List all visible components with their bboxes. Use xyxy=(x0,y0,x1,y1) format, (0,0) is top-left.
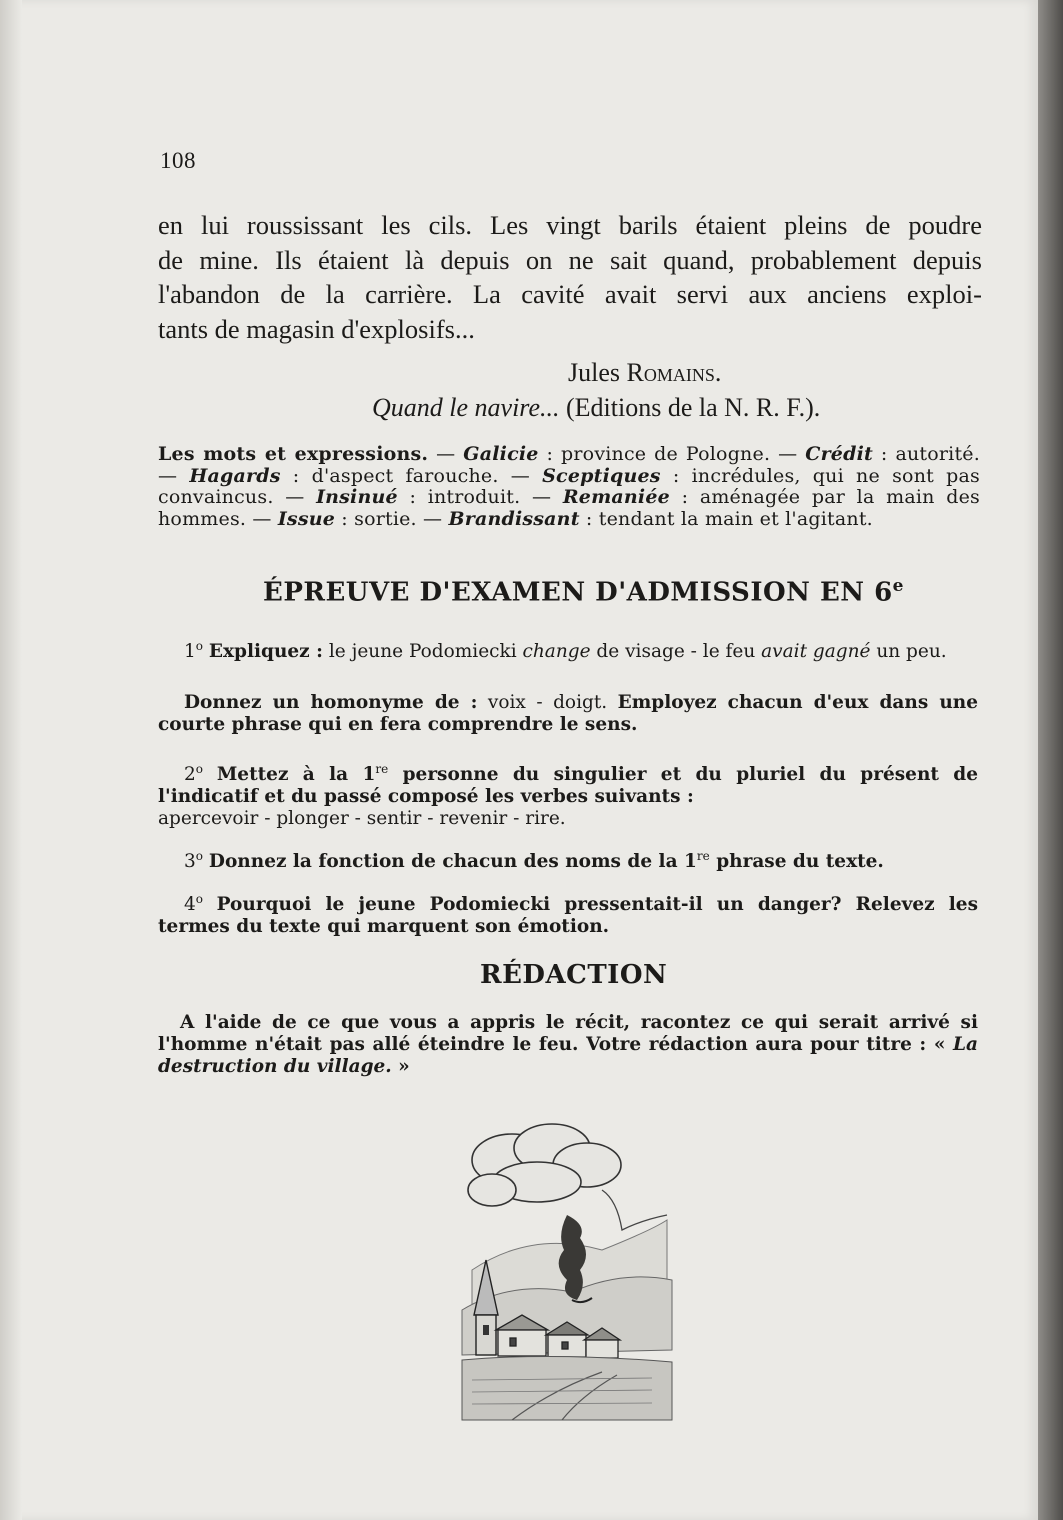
question-4: 4$^o$ Pourquoi le jeune Podomiecki pressentait-il un danger? Relevez les termes du texte qui marquent son émotion. xyxy=(158,892,978,938)
narrative-text xyxy=(158,208,982,346)
question-3: 3$^o$ Donnez la fonction de chacun des noms de la 1re phrase du texte. xyxy=(184,849,884,873)
village-smoke-illustration-icon xyxy=(452,1120,682,1432)
question-1-homonym: Donnez un homonyme de : voix - doigt. Employez chacun d'eux dans une courte phrase qui en fera comprendre le sens. xyxy=(158,692,978,735)
publisher: (Editions de la N. R. F.). xyxy=(559,393,821,422)
attribution-author: Jules Romains. xyxy=(568,358,722,387)
narrative-line: de mine. Ils étaient là depuis on ne sait quand, probablement depuis xyxy=(158,244,982,275)
narrative-line: en lui roussissant les cils. Les vingt barils étaient pleins de poudre xyxy=(158,210,982,240)
verb-list: apercevoir - plonger - sentir - revenir - rire. xyxy=(158,808,566,830)
author-last-name: Romains xyxy=(626,358,715,387)
page-edge xyxy=(1038,0,1063,1520)
redaction-prompt: A l'aide de ce que vous a appris le récit, racontez ce qui serait arrivé si l'homme n'était pas allé éteindre le feu. Votre rédaction aura pour titre : « La destruction du village. » xyxy=(158,1012,978,1077)
question-2: 2$^o$ Mettez à la 1re personne du singulier et du pluriel du présent de l'indicatif et du passé composé les verbes suivants : apercevoir - plonger - sentir - revenir - rire. xyxy=(158,762,979,830)
work-title: Quand le navire... xyxy=(372,393,560,422)
glossary: Les mots et expressions. — Galicie : province de Pologne. — Crédit : autorité. — Hagards : d'aspect farouche. — Sceptiques : incrédules, qui ne sont pas convaincus. — Insinué : introduit. — Remaniée : aménagée par la main des hommes. — Issue : sortie. — Brandissant : tendant la main et l'agitant. xyxy=(158,443,980,530)
narrative-line: tants de magasin d'explosifs... xyxy=(158,313,475,344)
glossary-heading: Les mots et expressions. xyxy=(158,443,429,465)
question-1: 1$^o$ Expliquez : le jeune Podomiecki change de visage - le feu avait gagné un peu. xyxy=(184,639,947,663)
attribution-source xyxy=(372,393,820,423)
gutter-shadow xyxy=(0,0,22,1520)
narrative-line: l'abandon de la carrière. La cavité avait servi aux anciens exploi- xyxy=(158,279,982,309)
redaction-title: RÉDACTION xyxy=(480,960,668,990)
exam-title: ÉPREUVE D'EXAMEN D'ADMISSION EN 6e xyxy=(263,576,904,608)
page-number: 108 xyxy=(160,148,196,173)
